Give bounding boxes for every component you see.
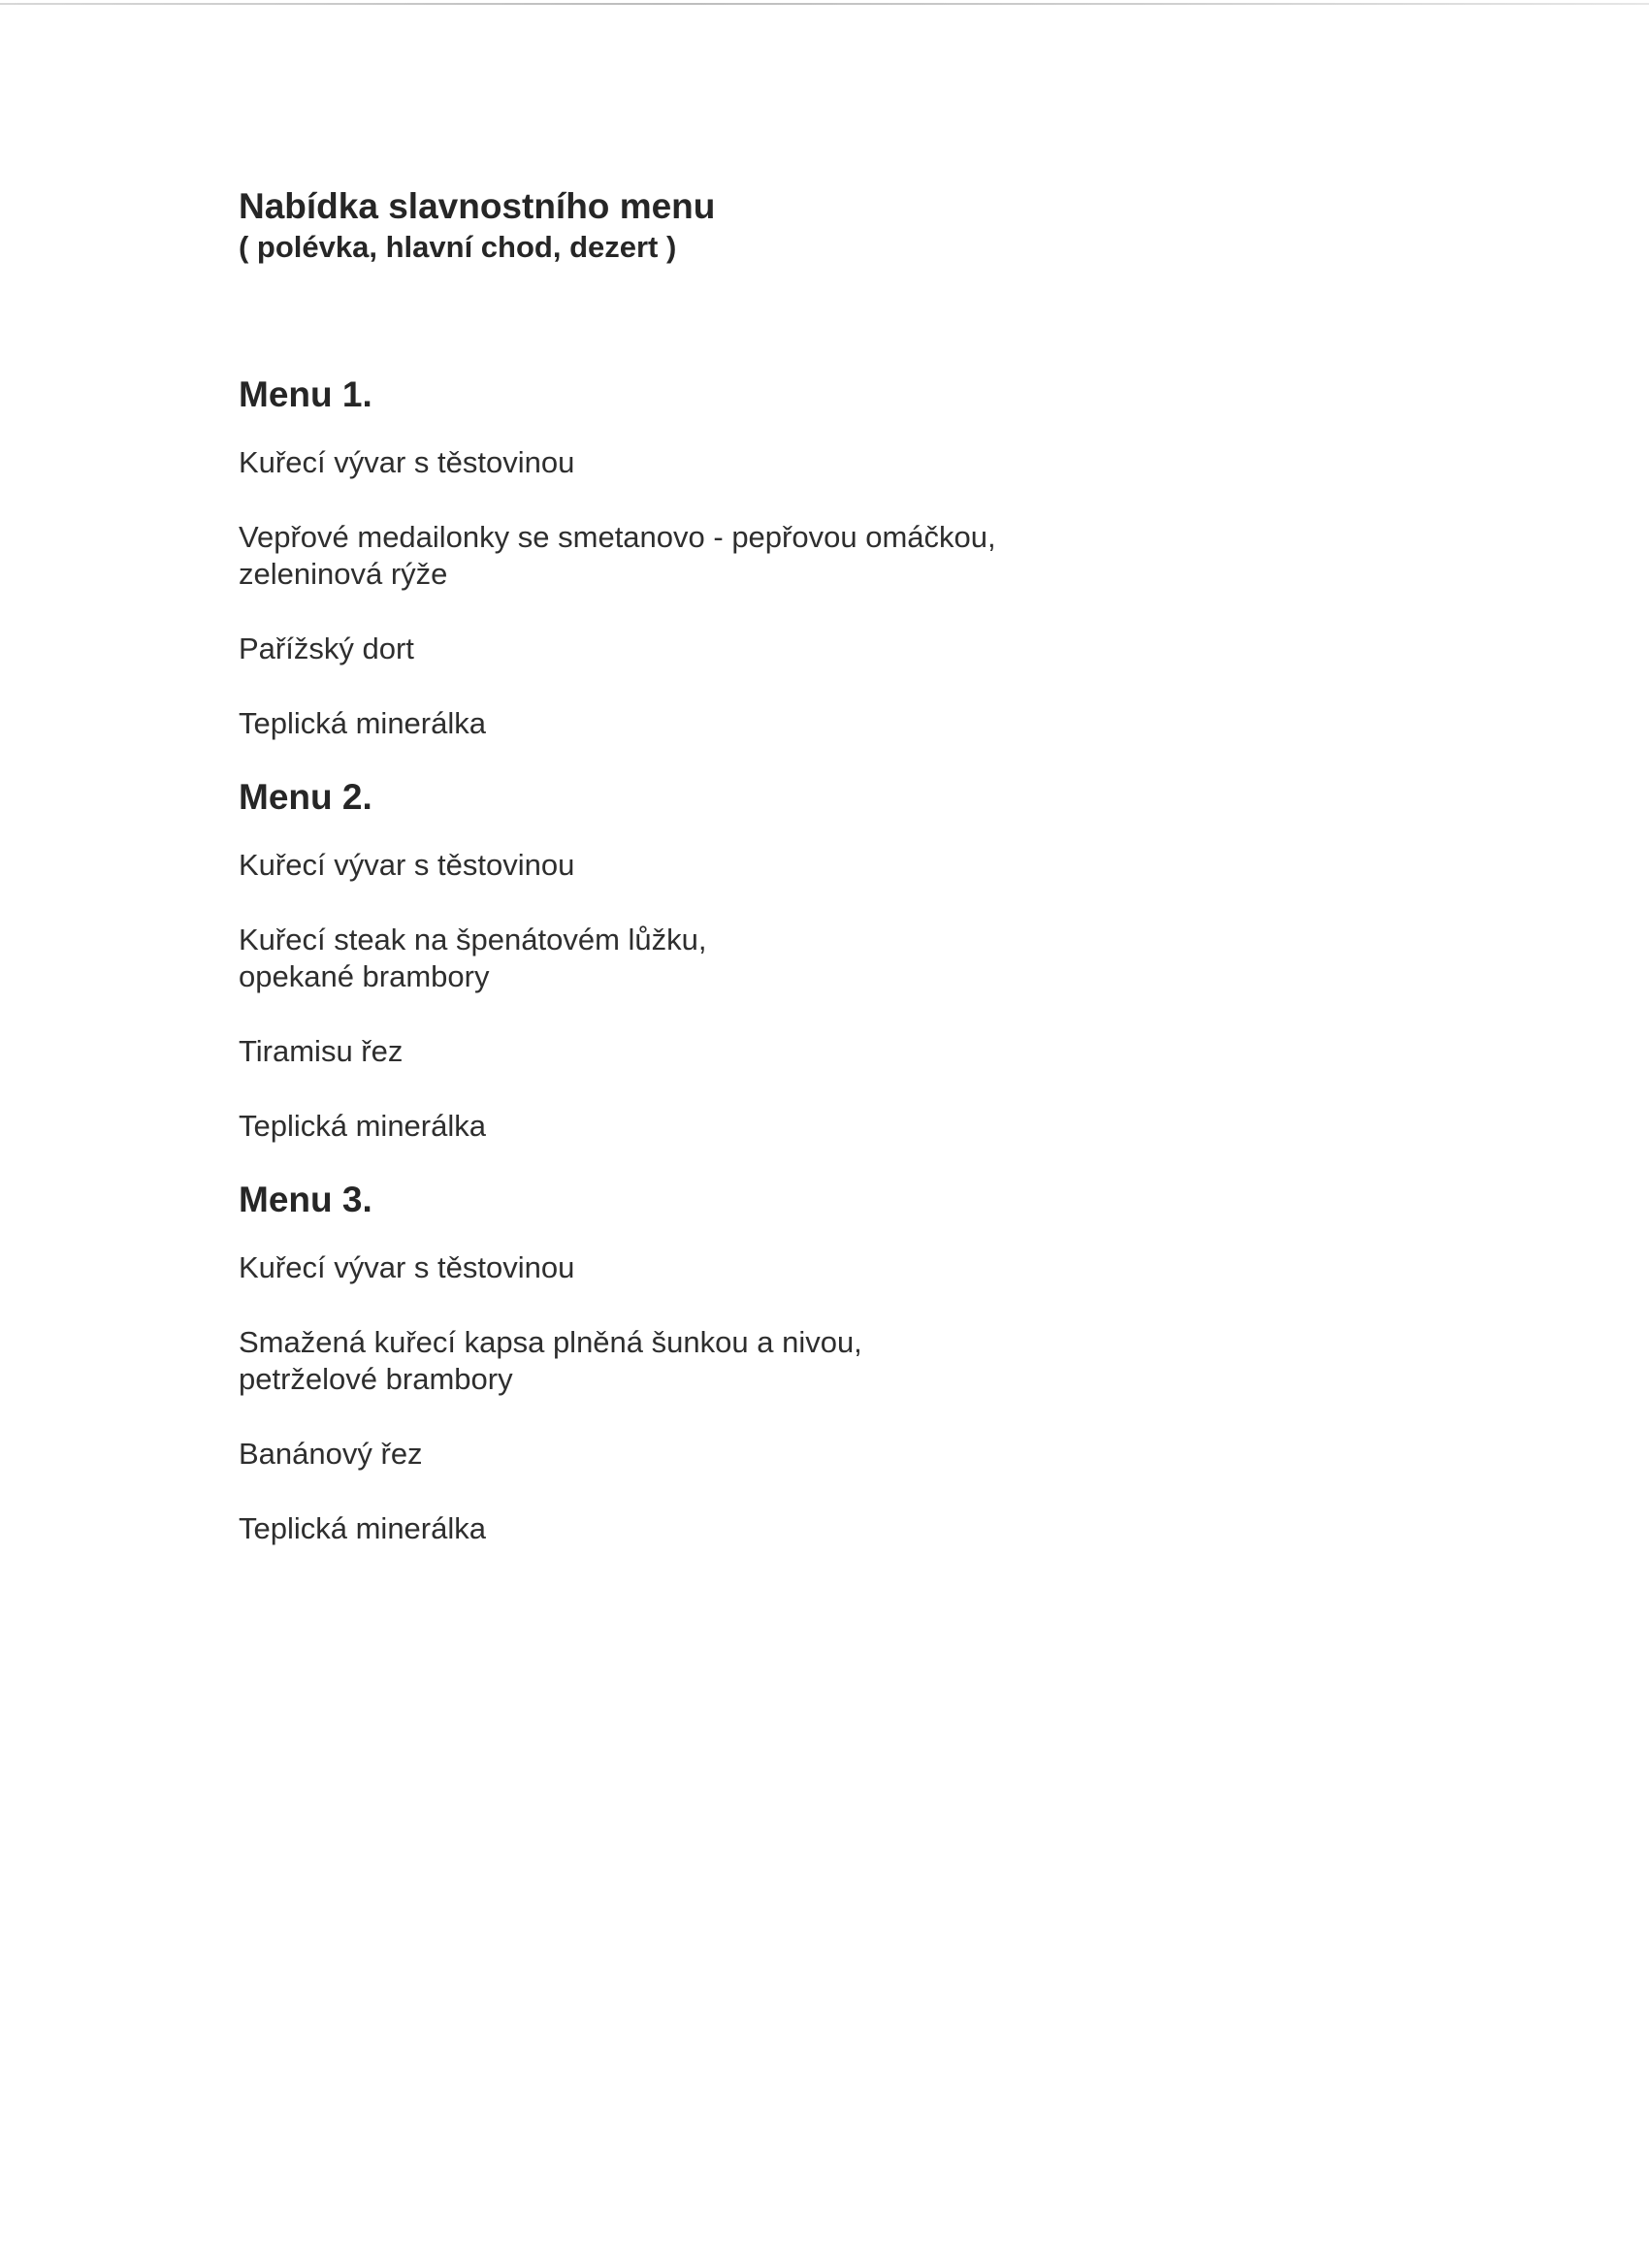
menu-heading: Menu 2.	[239, 777, 372, 817]
menu-item-main-course: Vepřové medailonky se smetanovo - pepřovou omáčkou, zeleninová rýže	[239, 520, 996, 591]
menu-document	[239, 184, 1403, 1580]
menu-heading: Menu 3.	[239, 1180, 372, 1219]
menu-item-dessert: Tiramisu řez	[239, 1034, 404, 1068]
menu-section-3	[239, 1178, 1403, 1547]
menu-item-soup: Kuřecí vývar s těstovinou	[239, 848, 575, 882]
menu-section-1	[239, 373, 1403, 742]
menu-item-main-course: Smažená kuřecí kapsa plněná šunkou a nivou, petrželové brambory	[239, 1325, 862, 1396]
menu-item-drink: Teplická minerálka	[239, 1109, 486, 1143]
menu-heading: Menu 1.	[239, 374, 372, 414]
menu-section-2	[239, 775, 1403, 1145]
menu-item-dessert: Banánový řez	[239, 1437, 423, 1471]
document-subtitle: ( polévka, hlavní chod, dezert )	[239, 230, 677, 264]
menu-item-main-course: Kuřecí steak na špenátovém lůžku, opekané brambory	[239, 923, 707, 993]
menu-item-soup: Kuřecí vývar s těstovinou	[239, 445, 575, 479]
menu-item-dessert: Pařížský dort	[239, 632, 414, 665]
menu-item-soup: Kuřecí vývar s těstovinou	[239, 1250, 575, 1284]
document-title: Nabídka slavnostního menu	[239, 186, 716, 226]
menu-item-drink: Teplická minerálka	[239, 706, 486, 740]
scan-edge-line	[0, 3, 1649, 5]
menu-item-drink: Teplická minerálka	[239, 1511, 486, 1545]
menu-list	[239, 373, 1403, 1547]
